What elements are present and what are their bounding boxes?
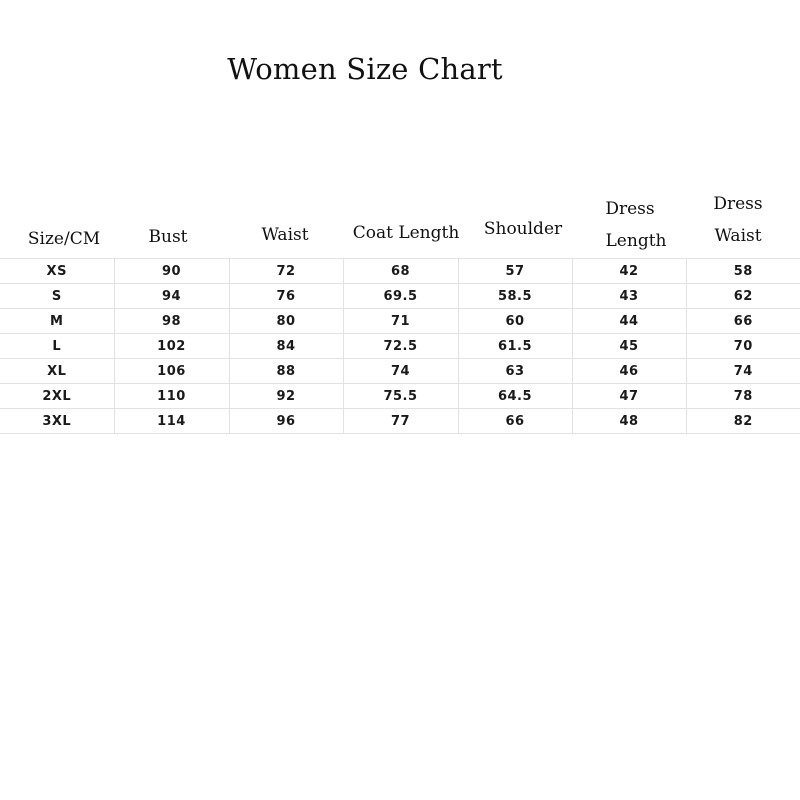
size-table (0, 258, 800, 434)
dress-waist-cell: 82 (686, 409, 800, 434)
bust-cell: 114 (114, 409, 229, 434)
coat-length-cell: 68 (343, 259, 458, 284)
header-size: Size/CM (27, 229, 101, 249)
bust-cell: 102 (114, 334, 229, 359)
size-cell: 2XL (0, 384, 114, 409)
header-shoulder: Shoulder (483, 219, 563, 239)
shoulder-cell: 58.5 (458, 284, 572, 309)
size-cell: L (0, 334, 114, 359)
table-row (0, 359, 800, 384)
shoulder-cell: 64.5 (458, 384, 572, 409)
waist-cell: 72 (229, 259, 343, 284)
dress-waist-cell: 78 (686, 384, 800, 409)
header-dress-waist-line1: Dress (713, 194, 763, 214)
dress-length-cell: 45 (572, 334, 686, 359)
header-bust: Bust (148, 227, 188, 247)
shoulder-cell: 63 (458, 359, 572, 384)
coat-length-cell: 69.5 (343, 284, 458, 309)
bust-cell: 90 (114, 259, 229, 284)
bust-cell: 110 (114, 384, 229, 409)
table-row (0, 334, 800, 359)
size-cell: 3XL (0, 409, 114, 434)
coat-length-cell: 77 (343, 409, 458, 434)
dress-length-cell: 46 (572, 359, 686, 384)
waist-cell: 88 (229, 359, 343, 384)
coat-length-cell: 74 (343, 359, 458, 384)
header-dress-waist-line2: Waist (714, 226, 762, 246)
dress-waist-cell: 58 (686, 259, 800, 284)
waist-cell: 76 (229, 284, 343, 309)
waist-cell: 80 (229, 309, 343, 334)
size-cell: S (0, 284, 114, 309)
table-row (0, 284, 800, 309)
dress-waist-cell: 62 (686, 284, 800, 309)
header-dress-length-line1: Dress (605, 199, 655, 219)
table-row (0, 309, 800, 334)
shoulder-cell: 66 (458, 409, 572, 434)
coat-length-cell: 75.5 (343, 384, 458, 409)
bust-cell: 98 (114, 309, 229, 334)
table-row (0, 384, 800, 409)
dress-length-cell: 43 (572, 284, 686, 309)
chart-title: Women Size Chart (227, 52, 503, 86)
header-coat-length: Coat Length (352, 223, 460, 243)
table-row (0, 409, 800, 434)
header-waist: Waist (261, 225, 309, 245)
size-cell: M (0, 309, 114, 334)
size-cell: XL (0, 359, 114, 384)
dress-waist-cell: 70 (686, 334, 800, 359)
table-row (0, 259, 800, 284)
bust-cell: 106 (114, 359, 229, 384)
dress-length-cell: 44 (572, 309, 686, 334)
shoulder-cell: 60 (458, 309, 572, 334)
shoulder-cell: 57 (458, 259, 572, 284)
bust-cell: 94 (114, 284, 229, 309)
waist-cell: 96 (229, 409, 343, 434)
header-dress-length-line2: Length (605, 231, 667, 251)
dress-length-cell: 47 (572, 384, 686, 409)
dress-waist-cell: 74 (686, 359, 800, 384)
waist-cell: 84 (229, 334, 343, 359)
dress-length-cell: 48 (572, 409, 686, 434)
shoulder-cell: 61.5 (458, 334, 572, 359)
coat-length-cell: 72.5 (343, 334, 458, 359)
waist-cell: 92 (229, 384, 343, 409)
dress-length-cell: 42 (572, 259, 686, 284)
dress-waist-cell: 66 (686, 309, 800, 334)
size-cell: XS (0, 259, 114, 284)
coat-length-cell: 71 (343, 309, 458, 334)
